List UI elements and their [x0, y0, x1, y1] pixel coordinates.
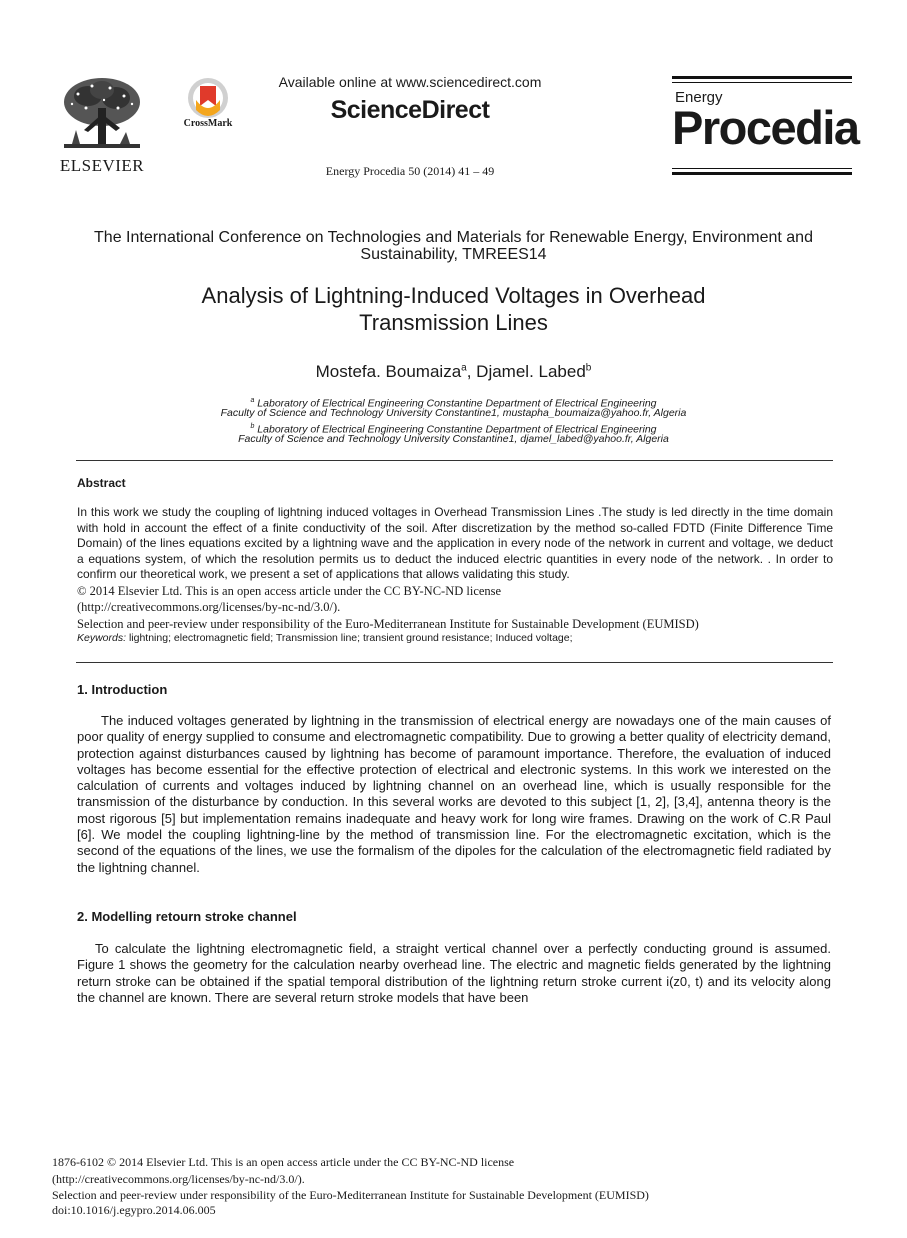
footer-license: 1876-6102 © 2014 Elsevier Ltd. This is an open access article under the CC BY-NC-ND license [52, 1155, 515, 1169]
license-text: © 2014 Elsevier Ltd. This is an open access article under the CC BY-NC-ND license [77, 584, 502, 598]
section-body [77, 713, 831, 876]
journal-rule-top-thin [672, 82, 852, 83]
elsevier-logo [52, 74, 152, 176]
section-heading: 1. Introduction [77, 682, 168, 697]
conference-name: The International Conference on Technologies and Materials for Renewable Energy, Environment and Sustainability, TMREES14 [94, 229, 813, 263]
available-online-text: Available online at www.sciencedirect.com [278, 74, 542, 90]
abstract-heading: Abstract [77, 476, 126, 490]
elsevier-tree-icon [58, 74, 146, 156]
footer-doi[interactable]: doi:10.1016/j.egypro.2014.06.005 [52, 1203, 216, 1217]
footer-license-link[interactable]: (http://creativecommons.org/licenses/by-nc-nd/3.0/). [52, 1172, 305, 1186]
divider [76, 662, 833, 663]
author-affiliation-mark: b [585, 362, 592, 374]
author-name: Mostefa. Boumaiza [315, 362, 462, 381]
paper-title [80, 282, 827, 336]
sciencedirect-wordmark[interactable]: ScienceDirect [330, 96, 490, 124]
author-name: Djamel. Labed [476, 362, 586, 381]
author-affiliation-mark: a [461, 362, 467, 374]
keywords [77, 632, 573, 644]
elsevier-wordmark: ELSEVIER [59, 156, 145, 175]
affiliation-text: Laboratory of Electrical Engineering Constantine Department of Electrical Engineering [257, 423, 657, 436]
author-list [100, 362, 807, 382]
journal-citation: Energy Procedia 50 (2014) 41 – 49 [325, 164, 495, 178]
affiliation-mark: a [250, 397, 255, 404]
divider [76, 460, 833, 461]
keywords-list: lightning; electromagnetic field; Transmission line; transient ground resistance; Induced voltage; [128, 632, 573, 644]
journal-name-small: Energy [675, 89, 723, 106]
section-body [77, 941, 831, 1006]
journal-rule-top [672, 76, 852, 79]
author-separator: , [466, 362, 477, 381]
paper-title-line2: Transmission Lines [359, 310, 548, 335]
crossmark-label: CrossMark [183, 118, 233, 129]
affiliation-text: Laboratory of Electrical Engineering Constantine Department of Electrical Engineering [257, 397, 657, 410]
peer-review-text: Selection and peer-review under responsibility of the Euro-Mediterranean Institute for Sustainable Development (EUMISD) [77, 617, 699, 631]
section-text: The induced voltages generated by lightning in the transmission of electrical energy are nowadays one of the main causes of poor quality of energy supplied to consume and electromagnetic compatibility. Due to growing a better quality of electricity demand, protection against disturbances caused by lightning has become of paramount importance. Therefore, the evaluation of induced voltages has become essential for the effective protection of electrical and electronic systems. In this work we interested on the calculation of currents and voltages induced by lightning channel on an overhead line, which is usually responsible for the transmission of the disturbance by conduction. In this several works are devoted to this subject [1, 2], [3,4], antenna theory is the most rigorous [5] but implementation remains inadequate and heavy work for long wire frames. Drawing on the work of C.R Paul [6]. We model the coupling lightning-line by the method of transmission line. For the electromagnetic excitation, which is the second of the equations of the lines, we use the formalism of the dipoles for the calculation of the electromagnetic field radiated by the lightning channel. [77, 713, 831, 875]
section-text: To calculate the lightning electromagnetic field, a straight vertical channel over a perfectly conducting ground is assumed. Figure 1 shows the geometry for the calculation nearby overhead line. The electric and magnetic fields generated by the lightning return stroke can be obtained if the spatial temporal distribution of the lightning return stroke current i(z0, t) and its velocity along the channel are known. There are several return stroke models that have been [77, 941, 831, 1005]
keywords-label: Keywords: [77, 632, 127, 644]
journal-name-large: Procedia [672, 101, 859, 154]
affiliation-line [100, 407, 807, 420]
journal-rule-bottom-thin [672, 168, 852, 169]
journal-rule-bottom [672, 172, 852, 175]
footer-peer-review: Selection and peer-review under responsibility of the Euro-Mediterranean Institute for Sustainable Development (EUMISD) [52, 1188, 649, 1202]
paper-title-line1: Analysis of Lightning-Induced Voltages in Overhead [201, 283, 706, 308]
affiliation-line [100, 433, 807, 446]
affiliation-text: Faculty of Science and Technology University Constantine1, mustapha_boumaiza@yahoo.fr, Algeria [220, 407, 687, 419]
license-link[interactable]: (http://creativecommons.org/licenses/by-nc-nd/3.0/). [77, 600, 341, 614]
section-heading: 2. Modelling retourn stroke channel [77, 909, 297, 924]
abstract-body: In this work we study the coupling of lightning induced voltages in Overhead Transmission Lines .The study is led directly in the time domain with hold in account the effect of a finite conductivity of the soil. After discretization by the method so-called FDTD (Finite Difference Time Domain) of the lines equations excited by a lightning wave and the application in every node of the network in current and voltage, we deduct a equations system, of which the resolution permits us to deduct the induced electric quantities in every node of the network. . In order to confirm our theoretical work, we present a set of applications that allows validating this study. [77, 505, 833, 582]
affiliation-mark: b [250, 423, 255, 430]
affiliation-text: Faculty of Science and Technology University Constantine1, djamel_labed@yahoo.fr, Algeria [238, 433, 669, 445]
journal-logo [672, 76, 859, 176]
